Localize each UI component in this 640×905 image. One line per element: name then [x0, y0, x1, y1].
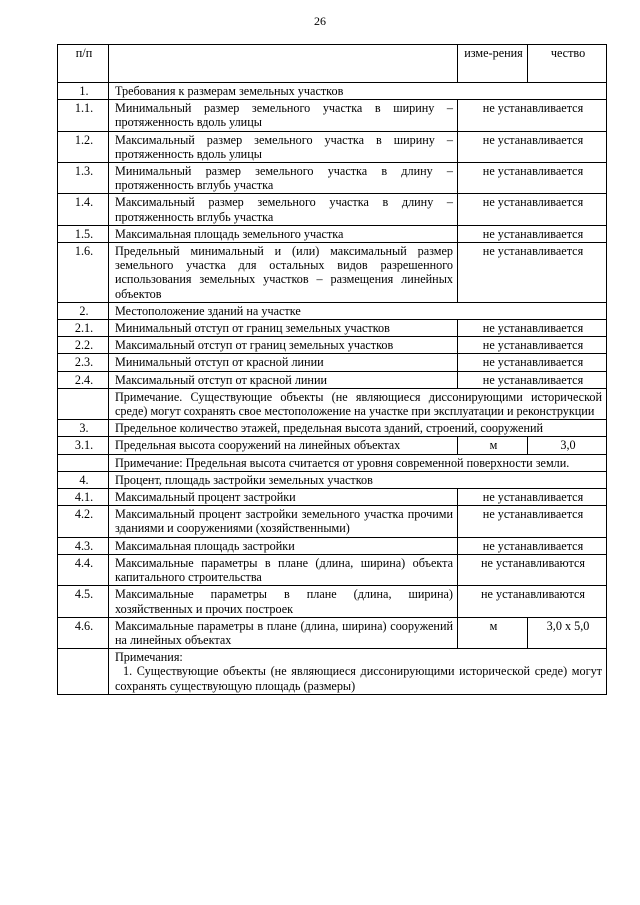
table-row [58, 337, 607, 354]
row-number: 1.4. [58, 194, 109, 225]
row-number: 4.3. [58, 537, 109, 554]
row-value: 3,0 х 5,0 [528, 617, 607, 648]
row-number: 2.4. [58, 371, 109, 388]
row-number: 3. [58, 420, 109, 437]
row-number: 4.1. [58, 489, 109, 506]
table-row [58, 371, 607, 388]
row-text: Минимальный размер земельного участка в длину – протяженность вглубь участка [109, 163, 458, 194]
table-row [58, 163, 607, 194]
page-number: 26 [314, 14, 326, 28]
row-value: не устанавливается [458, 100, 607, 131]
table-row [58, 320, 607, 337]
table-row [58, 243, 607, 303]
table-row [58, 506, 607, 537]
row-value: не устанавливаются [458, 586, 607, 617]
regulations-table [57, 44, 607, 695]
header-num: п/п [58, 45, 109, 83]
row-text: Максимальные параметры в плане (длина, ширина) сооружений на линейных объектах [109, 617, 458, 648]
table-row [58, 100, 607, 131]
notes-item: 1. Существующие объекты (не являющиеся диссонирующими исторической среде) могут сохранять существующую площадь (размеры) [115, 664, 602, 693]
row-number: 4.6. [58, 617, 109, 648]
table-row [58, 83, 607, 100]
row-number: 4.4. [58, 554, 109, 585]
row-value: не устанавливается [458, 337, 607, 354]
section-text: Процент, площадь застройки земельных участков [109, 471, 607, 488]
row-unit: м [458, 617, 528, 648]
row-value: не устанавливается [458, 131, 607, 162]
table-row [58, 554, 607, 585]
table-row [58, 586, 607, 617]
notes-row [58, 649, 607, 695]
table-row [58, 225, 607, 242]
row-text: Минимальный отступ от границ земельных участков [109, 320, 458, 337]
row-unit: м [458, 437, 528, 454]
row-number: 1.1. [58, 100, 109, 131]
row-value: не устанавливается [458, 354, 607, 371]
row-text: Предельный минимальный и (или) максимальный размер земельного участка для остальных видов разрешенного использования земельных участков – размещения линейных объектов [109, 243, 458, 303]
header-name [109, 45, 458, 83]
table-row [58, 131, 607, 162]
table-row [58, 194, 607, 225]
row-text: Максимальный процент застройки земельного участка прочими зданиями и сооружениями (хозяйственными) [109, 506, 458, 537]
row-text: Минимальный размер земельного участка в ширину – протяженность вдоль улицы [109, 100, 458, 131]
row-text: Максимальные параметры в плане (длина, ширина) хозяйственных и прочих построек [109, 586, 458, 617]
row-value: 3,0 [528, 437, 607, 454]
row-number: 1.2. [58, 131, 109, 162]
row-number: 3.1. [58, 437, 109, 454]
table-row [58, 302, 607, 319]
row-number: 2. [58, 302, 109, 319]
row-number: 2.2. [58, 337, 109, 354]
notes-cell [109, 649, 607, 695]
table-row [58, 537, 607, 554]
section-text: Предельное количество этажей, предельная высота зданий, строений, сооружений [109, 420, 607, 437]
table-row [58, 489, 607, 506]
row-text: Максимальный размер земельного участка в ширину – протяженность вдоль улицы [109, 131, 458, 162]
row-text: Максимальный отступ от красной линии [109, 371, 458, 388]
table-row [58, 617, 607, 648]
row-number: 1.5. [58, 225, 109, 242]
row-number [58, 454, 109, 471]
section-text: Примечание: Предельная высота считается от уровня современной поверхности земли. [109, 454, 607, 471]
row-number: 4. [58, 471, 109, 488]
row-number: 1.3. [58, 163, 109, 194]
table-row [58, 471, 607, 488]
row-text: Максимальная площадь земельного участка [109, 225, 458, 242]
section-text: Примечание. Существующие объекты (не являющиеся диссонирующими исторической среде) могут сохранять свое местоположение на участке при эксплуатации и реконструкции [109, 388, 607, 419]
row-text: Минимальный отступ от красной линии [109, 354, 458, 371]
row-text: Максимальный процент застройки [109, 489, 458, 506]
row-number [58, 388, 109, 419]
header-unit: изме-рения [458, 45, 528, 83]
table-row [58, 354, 607, 371]
row-number: 4.2. [58, 506, 109, 537]
row-value: не устанавливается [458, 371, 607, 388]
row-value: не устанавливается [458, 320, 607, 337]
section-text: Требования к размерам земельных участков [109, 83, 607, 100]
notes-title: Примечания: [115, 650, 183, 665]
table-row [58, 388, 607, 419]
row-value: не устанавливается [458, 194, 607, 225]
row-number: 2.3. [58, 354, 109, 371]
table-header-row [58, 45, 607, 83]
row-number [58, 649, 109, 695]
row-number: 4.5. [58, 586, 109, 617]
row-value: не устанавливается [458, 489, 607, 506]
row-text: Максимальный размер земельного участка в длину – протяженность вглубь участка [109, 194, 458, 225]
row-value: не устанавливаются [458, 554, 607, 585]
row-value: не устанавливается [458, 225, 607, 242]
table-row [58, 437, 607, 454]
row-value: не устанавливается [458, 506, 607, 537]
row-number: 1. [58, 83, 109, 100]
row-value: не устанавливается [458, 163, 607, 194]
row-value: не устанавливается [458, 243, 607, 303]
row-value: не устанавливается [458, 537, 607, 554]
row-text: Предельная высота сооружений на линейных объектах [109, 437, 458, 454]
table-row [58, 420, 607, 437]
row-number: 2.1. [58, 320, 109, 337]
section-text: Местоположение зданий на участке [109, 302, 607, 319]
row-text: Максимальные параметры в плане (длина, ширина) объекта капитального строительства [109, 554, 458, 585]
table-row [58, 454, 607, 471]
row-number: 1.6. [58, 243, 109, 303]
header-value: чество [528, 45, 607, 83]
row-text: Максимальная площадь застройки [109, 537, 458, 554]
row-text: Максимальный отступ от границ земельных участков [109, 337, 458, 354]
